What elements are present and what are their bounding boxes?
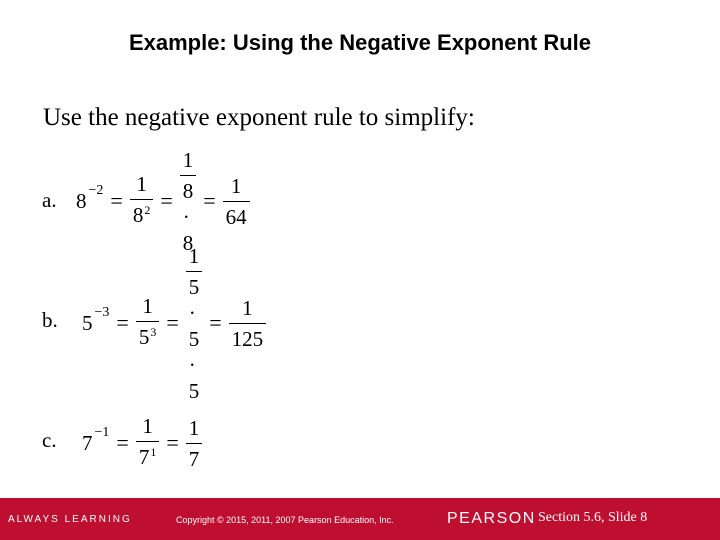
equals-sign: = <box>166 430 179 455</box>
den-exponent: 3 <box>150 325 157 339</box>
fraction <box>130 171 154 231</box>
numerator: 1 <box>182 147 194 172</box>
equals-sign: = <box>110 188 123 213</box>
fraction <box>186 415 203 472</box>
fraction <box>229 295 267 352</box>
fraction <box>136 413 160 473</box>
numerator: 1 <box>188 243 200 268</box>
intro-text: Use the negative exponent rule to simplify: <box>43 104 475 131</box>
numerator: 1 <box>230 173 242 198</box>
numerator: 1 <box>188 415 200 440</box>
base: 8 <box>76 188 87 213</box>
slide-title: Example: Using the Negative Exponent Rule <box>128 30 592 55</box>
den-base: 5 <box>138 325 150 349</box>
numerator: 1 <box>142 414 153 438</box>
exponent: −1 <box>94 425 110 440</box>
exponent: −3 <box>94 305 110 320</box>
equals-sign: = <box>203 188 216 213</box>
base: 5 <box>82 310 93 335</box>
equals-sign: = <box>116 430 129 455</box>
problem-marker: b. <box>42 308 58 332</box>
den-exponent: 2 <box>144 203 151 217</box>
fraction <box>223 173 250 230</box>
footer-tagline: ALWAYS LEARNING <box>8 514 132 525</box>
equals-sign: = <box>166 310 179 335</box>
denominator <box>136 321 160 353</box>
problem-expression <box>82 408 202 478</box>
denominator <box>136 441 160 473</box>
den-exponent: 1 <box>150 445 157 459</box>
numerator: 1 <box>242 295 253 320</box>
problem-expression <box>76 147 250 255</box>
denominator: 5 · 5 · 5 <box>186 271 203 404</box>
denominator <box>130 199 154 231</box>
problem-marker: c. <box>42 428 57 452</box>
pearson-logo: PEARSON <box>447 510 536 527</box>
fraction <box>180 147 197 256</box>
denominator: 7 <box>186 443 203 472</box>
den-base: 7 <box>138 445 150 469</box>
denominator: 125 <box>229 323 267 352</box>
denominator: 8 · 8 <box>180 175 197 256</box>
problem-expression <box>82 243 266 403</box>
slide-number: Section 5.6, Slide 8 <box>538 510 648 525</box>
fraction <box>136 293 160 353</box>
equals-sign: = <box>209 310 222 335</box>
fraction <box>186 243 203 404</box>
copyright-text: Copyright © 2015, 2011, 2007 Pearson Education, Inc. <box>176 515 394 525</box>
footer-bar <box>0 498 720 540</box>
numerator: 1 <box>142 294 153 318</box>
numerator: 1 <box>136 172 147 196</box>
problem-marker: a. <box>42 188 57 212</box>
den-base: 8 <box>132 203 144 227</box>
equals-sign: = <box>116 310 129 335</box>
equals-sign: = <box>160 188 173 213</box>
denominator: 64 <box>223 201 250 230</box>
base: 7 <box>82 430 93 455</box>
exponent: −2 <box>88 183 104 198</box>
